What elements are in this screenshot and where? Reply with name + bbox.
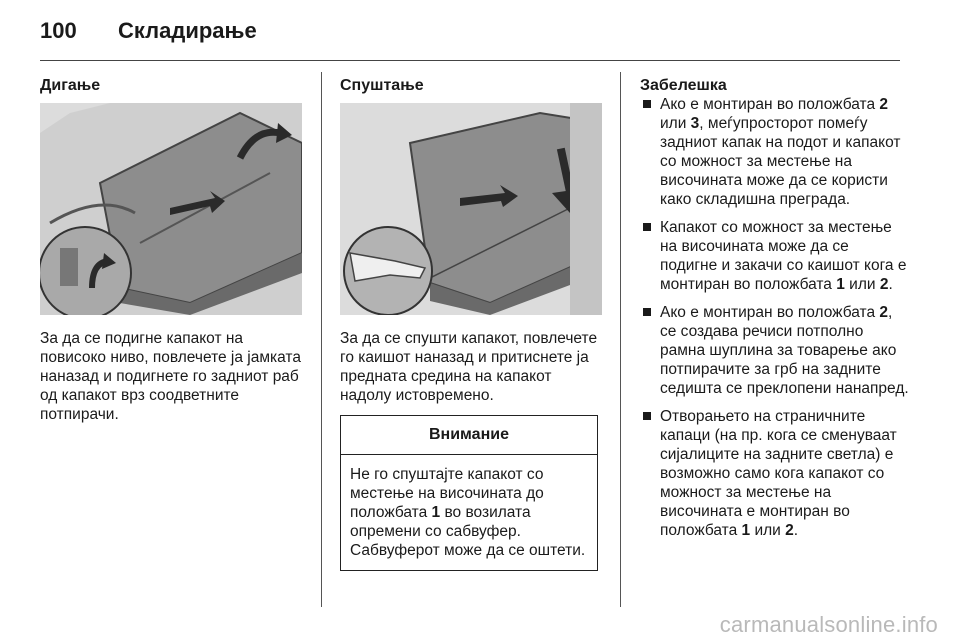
page-header bbox=[0, 0, 960, 60]
section-heading-lowering: Спуштање bbox=[340, 77, 424, 94]
column-raising bbox=[40, 76, 305, 424]
page-title: Складирање bbox=[118, 18, 257, 43]
column-lowering bbox=[340, 76, 605, 571]
warning-text: Не го спуштајте капакот со местење на височината до положбата 1 во возилата опремени со сабвуфер. Сабвуферот може да се оштети. bbox=[350, 466, 586, 559]
illustration-raising bbox=[40, 103, 302, 315]
raising-text: За да се подигне капакот на повисоко ниво, повлечете ја јамката наназад и подигнете го задниот раб од капакот врз соодветните потпирачи. bbox=[40, 330, 301, 423]
lowering-text: За да се спушти капакот, повлечете го каишот наназад и притиснете ја предната средина на капакот надолу истовремено. bbox=[340, 330, 598, 404]
column-divider-2 bbox=[620, 72, 621, 607]
illustration-lowering bbox=[340, 103, 602, 315]
list-item: Ако е монтиран во положбата 2, се создава речиси потполно рамна шуплина за товарење ако потпирачите за грб на задните седишта се преклопени нанапред. bbox=[640, 303, 910, 398]
square-bullet-icon bbox=[643, 308, 651, 316]
list-item: Ако е монтиран во положбата 2 или 3, меѓупросторот помеѓу задниот капак на подот и капакот со можност за местење на височината може да се користи како складишна преграда. bbox=[640, 95, 910, 209]
column-divider-1 bbox=[321, 72, 322, 607]
square-bullet-icon bbox=[643, 100, 651, 108]
header-rule bbox=[40, 60, 900, 61]
note-title: Забелешка bbox=[640, 77, 727, 94]
page-number: 100 bbox=[40, 18, 77, 43]
column-notes bbox=[640, 76, 910, 549]
list-item: Отворањето на страничните капаци (на пр. кога се сменуваат сијалиците на задните светла) е возможно само кога капакот со можност за местење на височината е монтиран во положбата 1 или 2. bbox=[640, 407, 910, 540]
square-bullet-icon bbox=[643, 412, 651, 420]
watermark: carmanualsonline.info bbox=[719, 612, 938, 637]
notes-list bbox=[640, 95, 910, 540]
warning-title: Внимание bbox=[341, 416, 597, 455]
square-bullet-icon bbox=[643, 223, 651, 231]
section-heading-raising: Дигање bbox=[40, 77, 101, 94]
warning-box bbox=[340, 415, 598, 571]
list-item: Капакот со можност за местење на височината може да се подигне и закачи со каишот кога е монтиран во положбата 1 или 2. bbox=[640, 218, 910, 294]
